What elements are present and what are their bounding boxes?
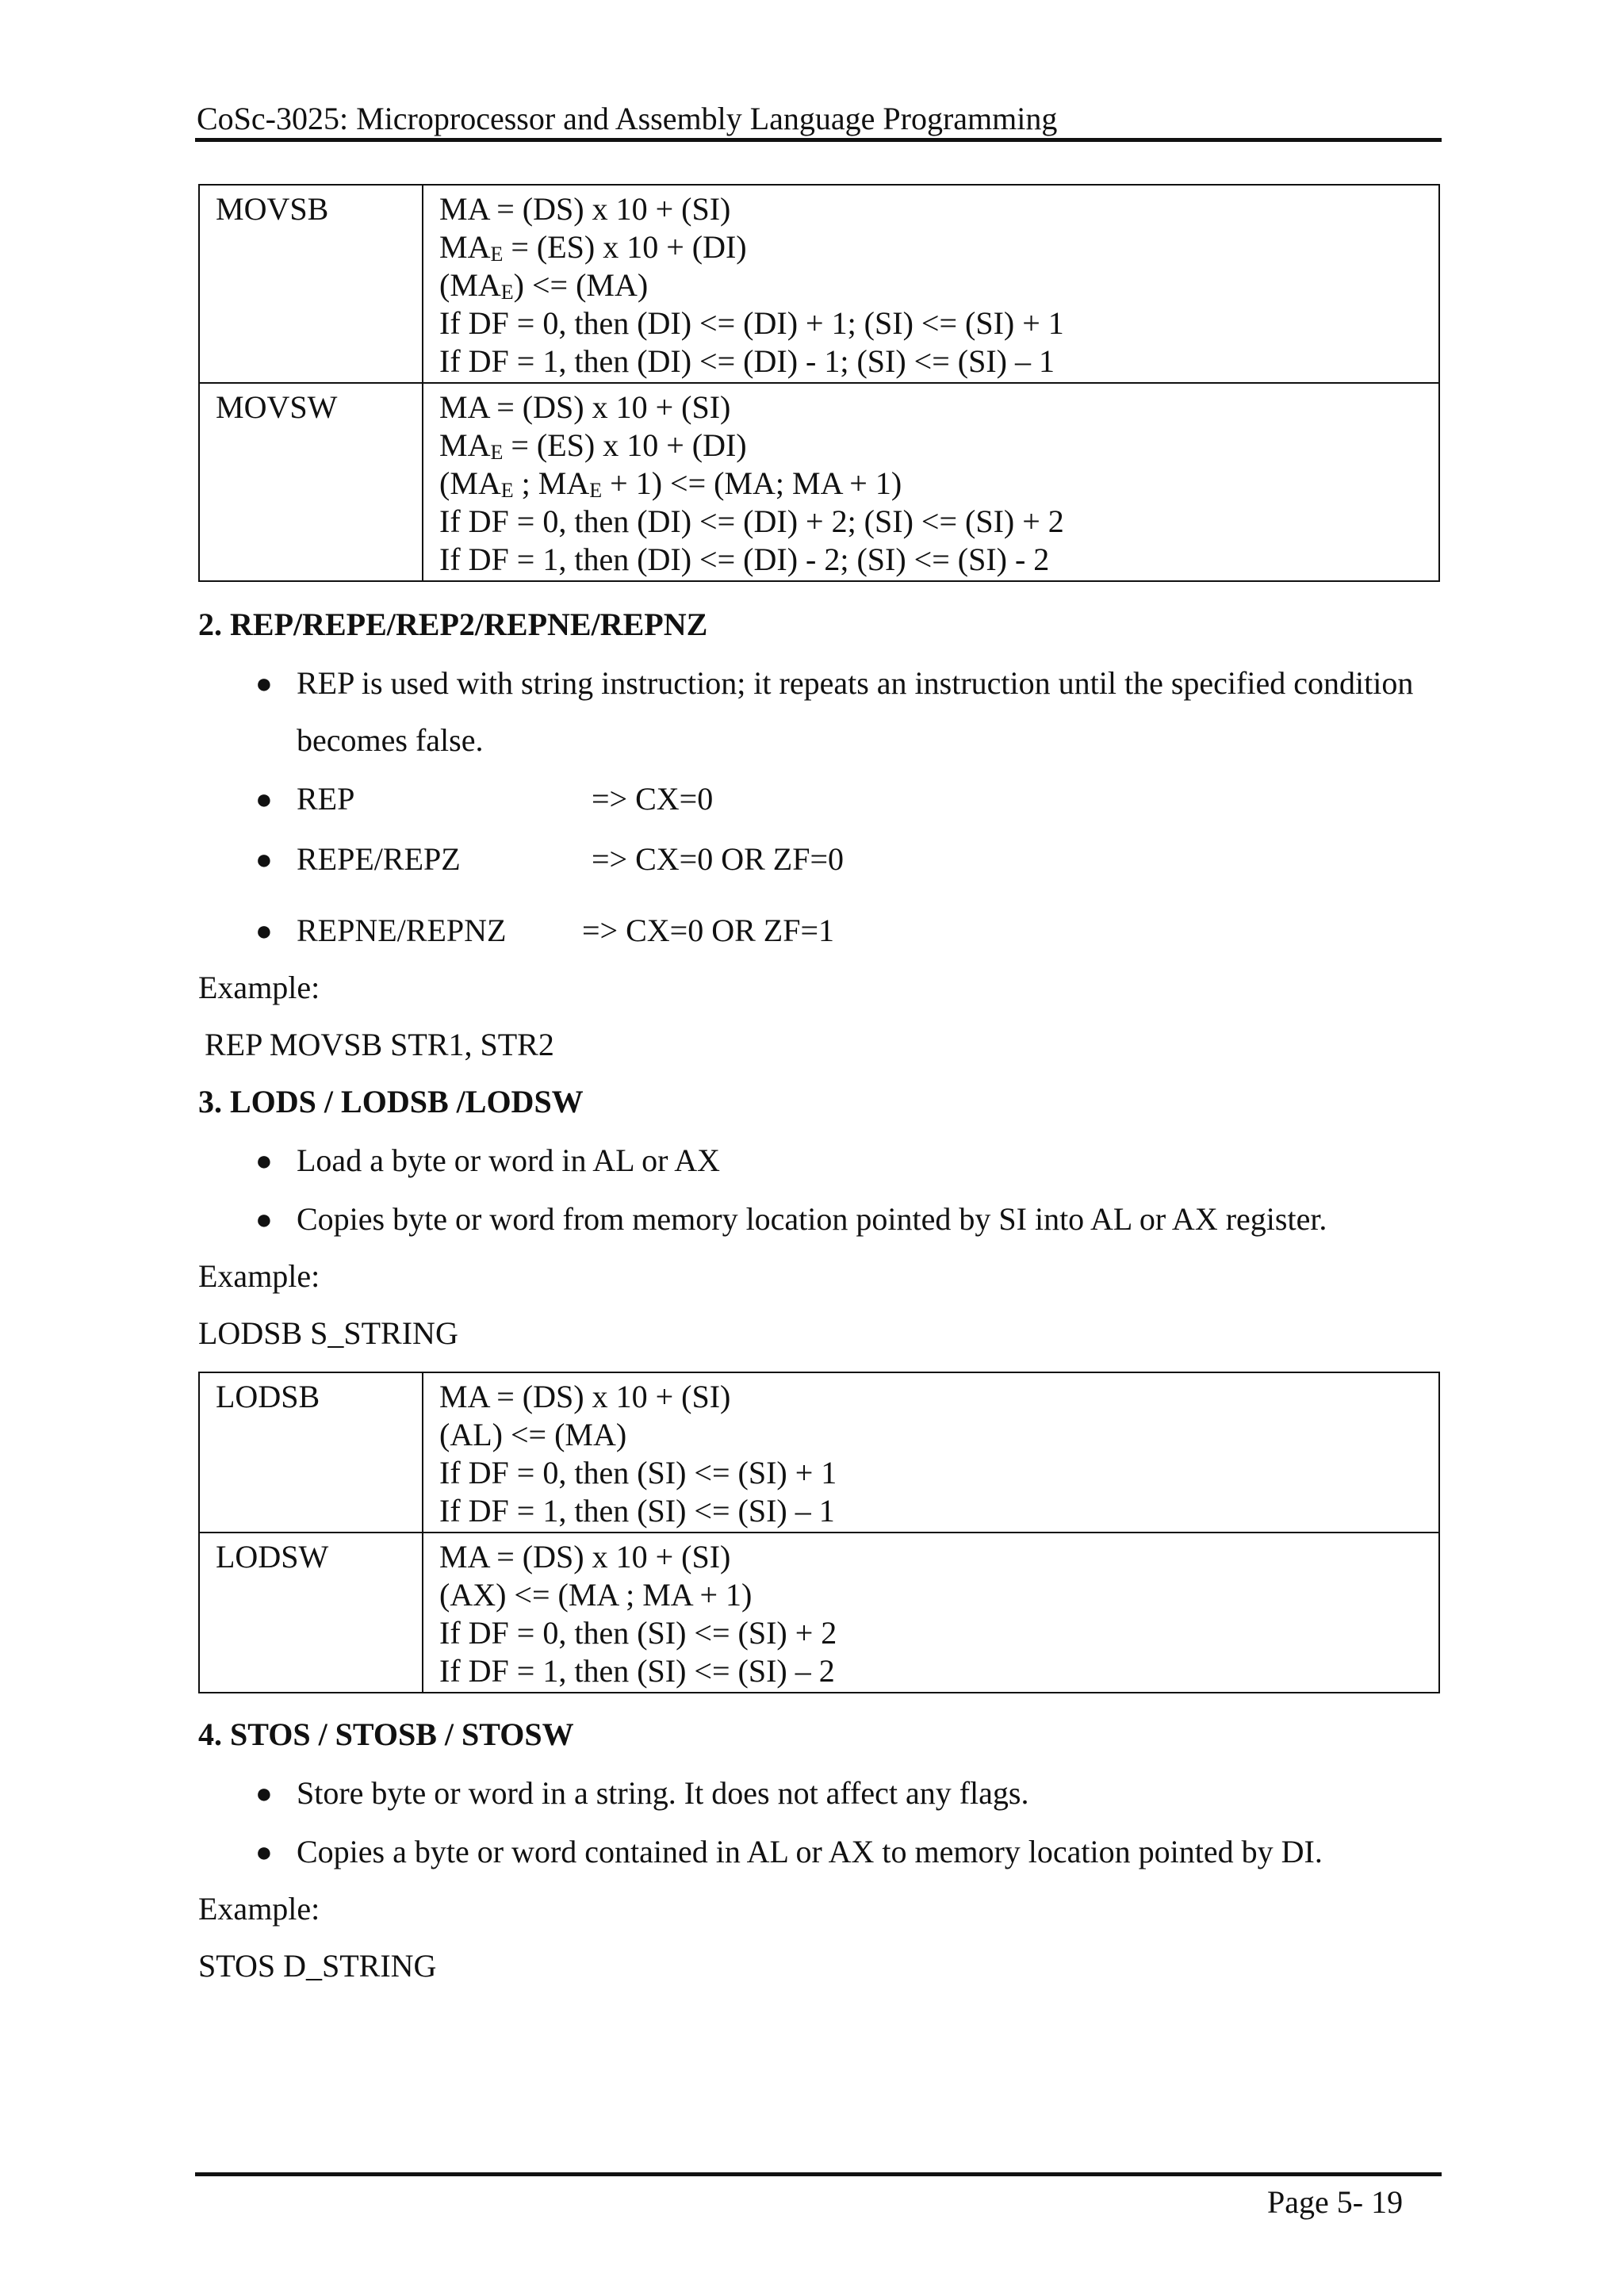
- description-line: If DF = 0, then (SI) <= (SI) + 2: [439, 1615, 837, 1651]
- description-line: If DF = 0, then (DI) <= (DI) + 1; (SI) <= (SI) + 1: [439, 305, 1064, 341]
- description-line: If DF = 0, then (SI) <= (SI) + 1: [439, 1455, 837, 1490]
- example-label: Example:: [198, 1891, 320, 1927]
- description-line: ($MA_E$ ; $MA_E + 1) <= (MA$; MA + 1): [439, 465, 902, 502]
- rep-item-value: => CX=0 OR ZF=0: [592, 841, 845, 877]
- rep-item-value: => CX=0 OR ZF=1: [582, 913, 835, 948]
- movs-table: [198, 184, 1440, 582]
- section-heading: 3. LODS / LODSB /LODSW: [198, 1084, 584, 1119]
- description-line: MA = (DS) x 10 + (SI): [439, 389, 731, 425]
- lods-table: [198, 1372, 1440, 1693]
- instruction-description: [423, 185, 1439, 383]
- bullet-dot: ●: [255, 915, 273, 947]
- description-line: (AL) <= (MA): [439, 1417, 627, 1452]
- table-row: [199, 383, 1439, 581]
- rep-item-value: => CX=0: [592, 781, 714, 817]
- instruction-description: [423, 1372, 1439, 1533]
- description-line: If DF = 1, then (SI) <= (SI) – 1: [439, 1493, 835, 1529]
- bullet-text: Copies a byte or word contained in AL or AX to memory location pointed by DI.: [297, 1834, 1323, 1869]
- table-row: [199, 1372, 1439, 1533]
- table-row: [199, 185, 1439, 383]
- description-line: $MA_E = (ES)$ x 10 + (DI): [439, 427, 747, 464]
- bullet-dot: ●: [255, 844, 273, 875]
- rep-item-name: REPNE/REPNZ: [297, 913, 507, 948]
- bullet-dot: ●: [255, 1836, 273, 1868]
- description-line: If DF = 1, then (SI) <= (SI) – 2: [439, 1653, 835, 1689]
- section-heading: 2. REP/REPE/REP2/REPNE/REPNZ: [198, 607, 708, 642]
- example-label: Example:: [198, 1258, 320, 1294]
- instruction-name: LODSW: [199, 1533, 423, 1693]
- bullet-text: REP is used with string instruction; it repeats an instruction until the specified condition: [297, 665, 1414, 701]
- example-code: REP MOVSB STR1, STR2: [205, 1027, 554, 1062]
- description-line: $(MA_E) <= (MA)$: [439, 267, 649, 304]
- description-line: If DF = 1, then (DI) <= (DI) - 1; (SI) <= (SI) – 1: [439, 343, 1055, 379]
- bullet-text: Store byte or word in a string. It does not affect any flags.: [297, 1775, 1029, 1811]
- example-label: Example:: [198, 970, 320, 1005]
- header-rule: [195, 138, 1442, 142]
- table-row: [199, 1533, 1439, 1693]
- instruction-name: MOVSW: [199, 383, 423, 581]
- description-line: MA = (DS) x 10 + (SI): [439, 1379, 731, 1414]
- running-header: CoSc-3025: Microprocessor and Assembly Language Programming: [197, 101, 1058, 136]
- description-line: (AX) <= (MA ; MA + 1): [439, 1577, 753, 1613]
- instruction-name: LODSB: [199, 1372, 423, 1533]
- bullet-text-continued: becomes false.: [297, 722, 484, 758]
- description-line: $MA_E = (ES)$ x 10 + (DI): [439, 229, 747, 266]
- page-number: Page 5- 19: [1267, 2184, 1404, 2220]
- bullet-text: Copies byte or word from memory location pointed by SI into AL or AX register.: [297, 1201, 1327, 1237]
- description-line: If DF = 1, then (DI) <= (DI) - 2; (SI) <= (SI) - 2: [439, 541, 1050, 577]
- description-line: MA = (DS) x 10 + (SI): [439, 191, 731, 227]
- instruction-name: MOVSB: [199, 185, 423, 383]
- description-line: If DF = 0, then (DI) <= (DI) + 2; (SI) <= (SI) + 2: [439, 503, 1064, 539]
- footer-rule: [195, 2172, 1442, 2176]
- rep-item-name: REP: [297, 781, 355, 817]
- section-heading: 4. STOS / STOSB / STOSW: [198, 1716, 574, 1752]
- bullet-dot: ●: [255, 783, 273, 815]
- example-code: STOS D_STRING: [198, 1948, 437, 1984]
- instruction-description: [423, 1533, 1439, 1693]
- example-code: LODSB S_STRING: [198, 1315, 458, 1351]
- instruction-description: [423, 383, 1439, 581]
- bullet-text: Load a byte or word in AL or AX: [297, 1142, 720, 1178]
- description-line: MA = (DS) x 10 + (SI): [439, 1539, 731, 1575]
- rep-item-name: REPE/REPZ: [297, 841, 461, 877]
- bullet-dot: ●: [255, 1777, 273, 1809]
- bullet-dot: ●: [255, 1145, 273, 1177]
- bullet-dot: ●: [255, 1203, 273, 1235]
- bullet-dot: ●: [255, 668, 273, 699]
